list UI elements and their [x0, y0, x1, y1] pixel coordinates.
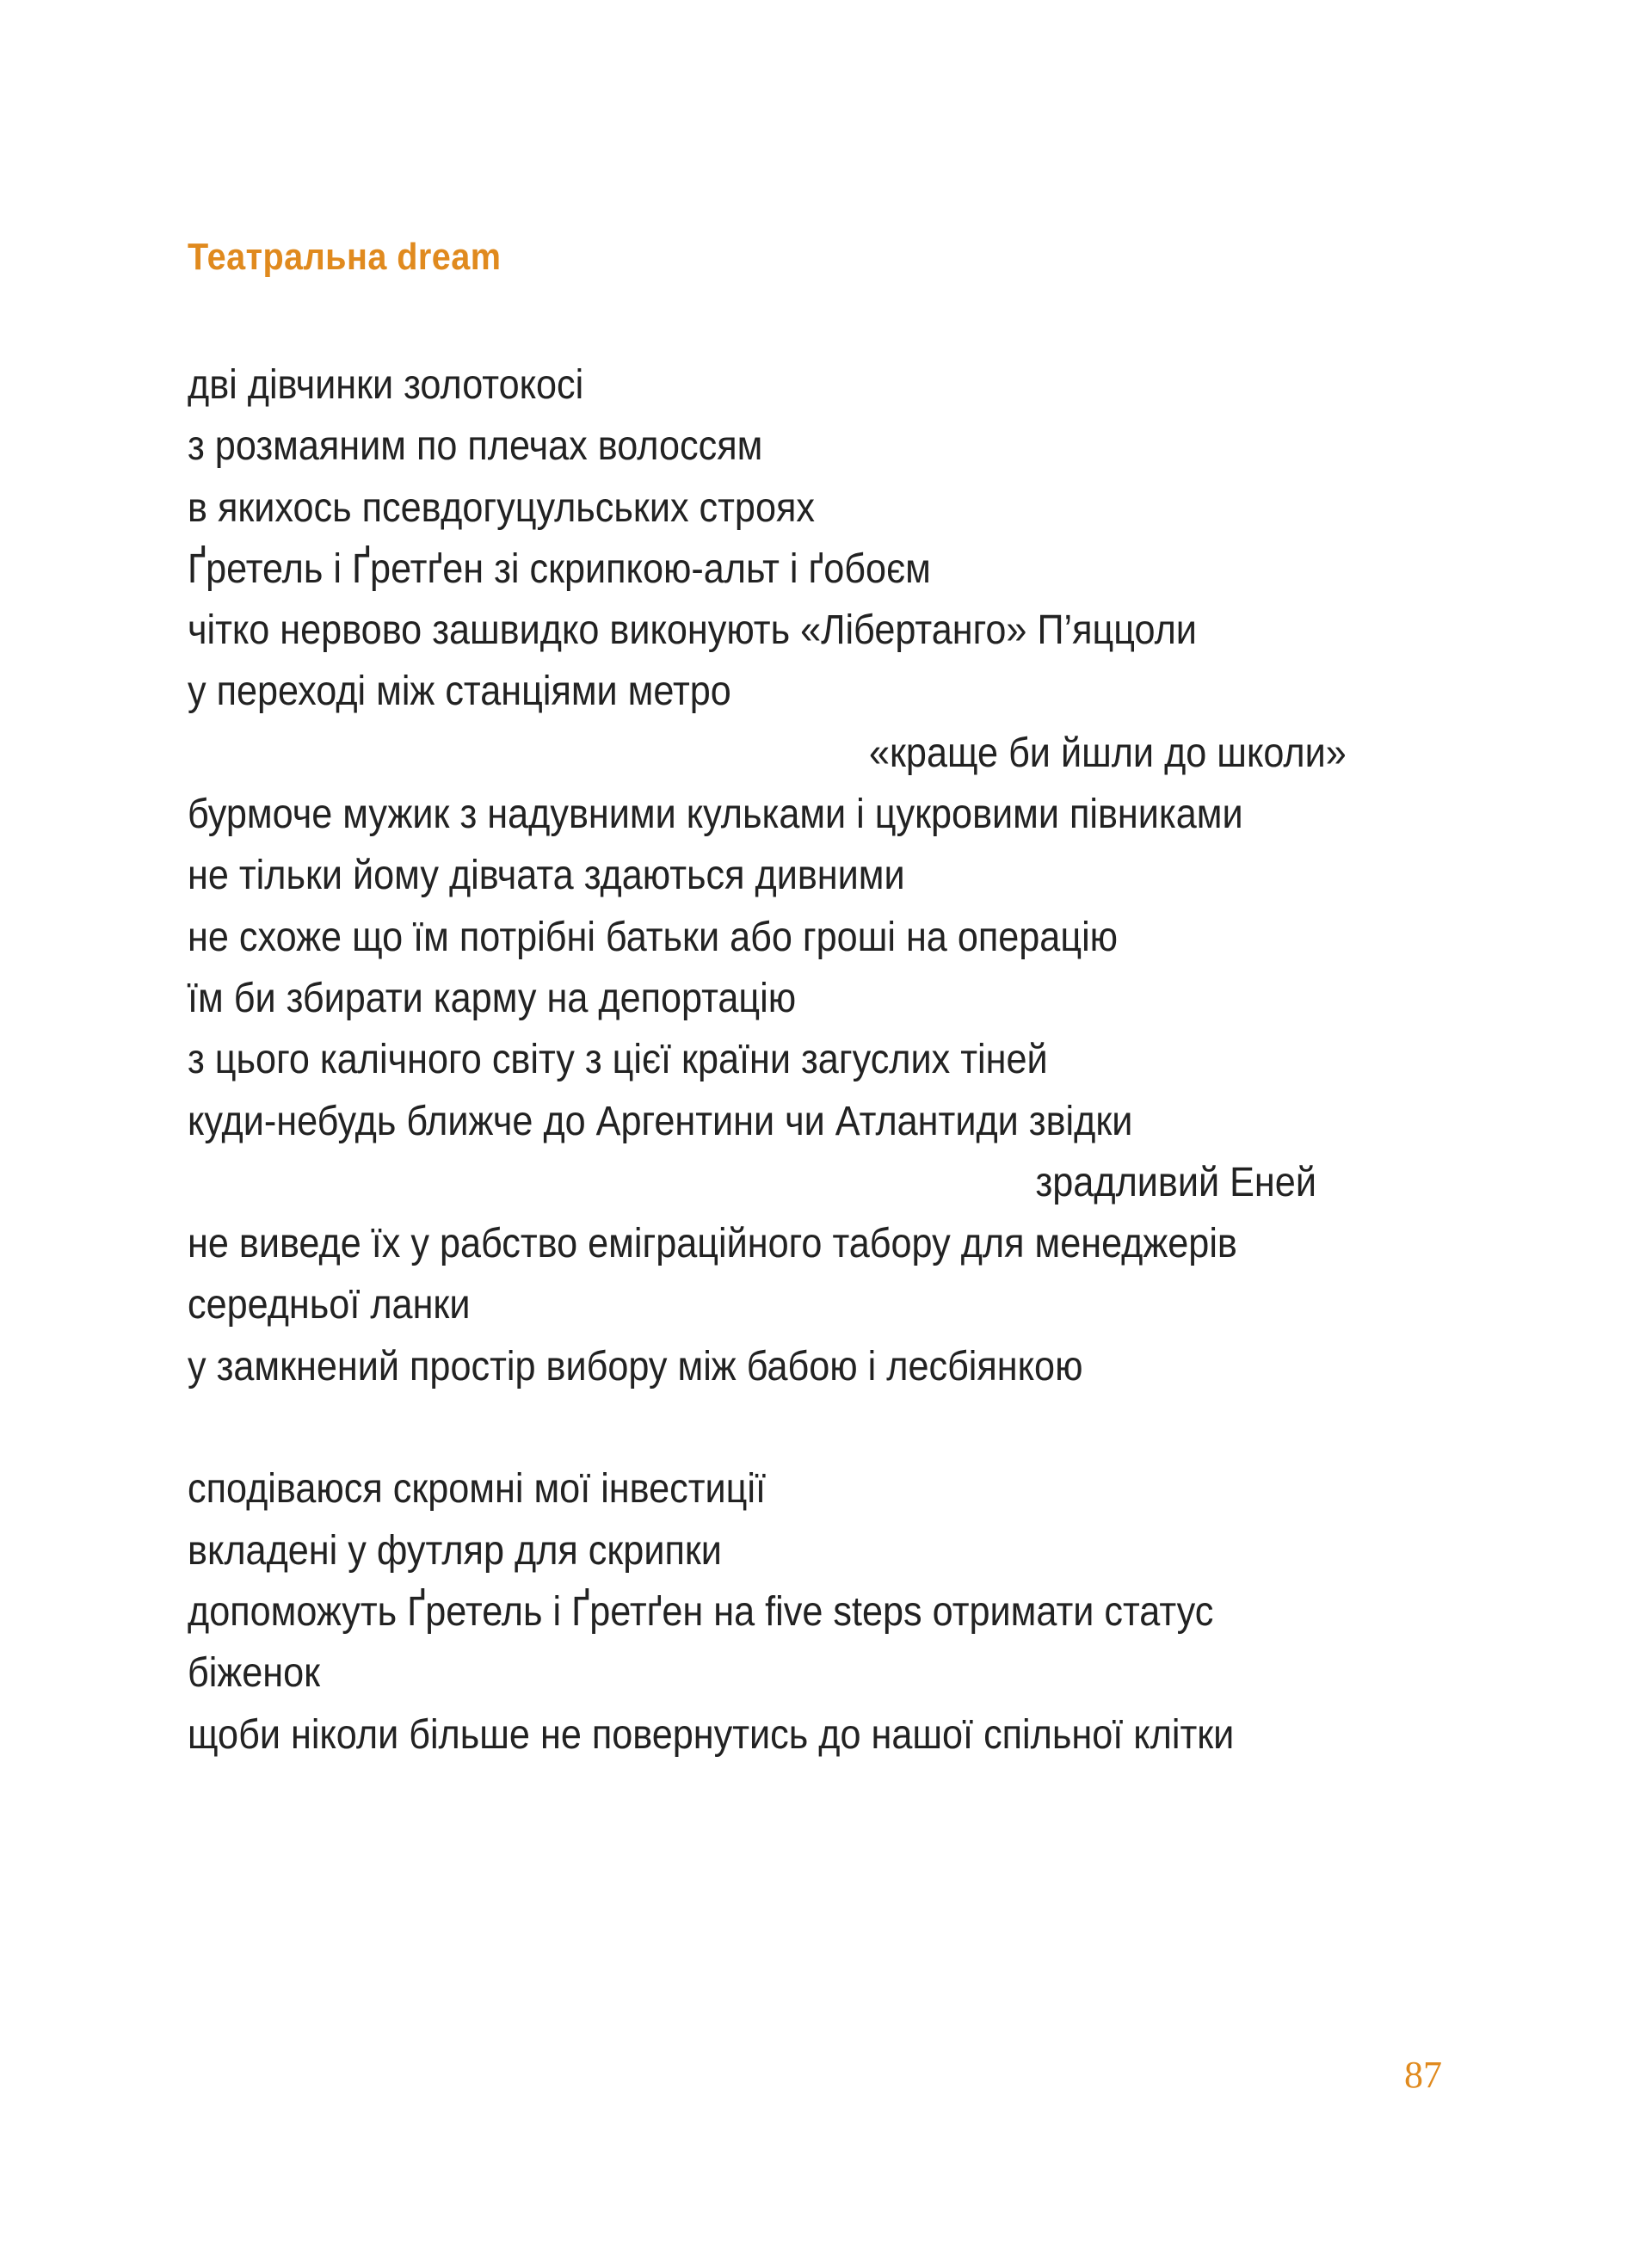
poem-line: Ґретель і Ґретґен зі скрипкою-альт і ґобоєм: [188, 545, 931, 592]
poem-line: не схоже що їм потрібні батьки або гроші на операцію: [188, 914, 1119, 960]
poem-title: Театральна dream: [188, 236, 502, 278]
poem-line: середньої ланки: [188, 1282, 471, 1328]
poem-line-indented: зрадливий Еней: [1035, 1159, 1316, 1205]
poem-line: не тільки йому дівчата здаються дивними: [188, 853, 905, 899]
poem-line-indented: «краще би йшли до школи»: [869, 730, 1347, 776]
poem-line: з розмаяним по плечах волоссям: [188, 423, 763, 470]
poem-line: вкладені у футляр для скрипки: [188, 1527, 722, 1574]
poem-line: їм би збирати карму на депортацію: [188, 975, 797, 1021]
poem-line: дві дівчинки золотокосі: [188, 362, 584, 408]
poem-line: щоби ніколи більше не повернутись до нашої спільної клітки: [188, 1711, 1235, 1758]
page-number: 87: [1404, 2054, 1442, 2096]
poem-line: з цього калічного світу з цієї країни загуслих тіней: [188, 1037, 1048, 1083]
poem-line: чітко нервово зашвидко виконують «Лібертанго» П’яццоли: [188, 607, 1197, 654]
poem-line: в якихось псевдогуцульських строях: [188, 484, 815, 531]
poem-line: бурмоче мужик з надувними кульками і цукровими півниками: [188, 792, 1243, 838]
poem-line: у замкнений простір вибору між бабою і лесбіянкою: [188, 1343, 1083, 1390]
stanza-break: [188, 1397, 1465, 1458]
poem-line: у переході між станціями метро: [188, 669, 731, 715]
poem-line: куди-небудь ближче до Аргентини чи Атлантиди звідки: [188, 1098, 1133, 1144]
poem-line: сподіваюся скромні мої інвестиції: [188, 1466, 767, 1513]
poem-line: біженок: [188, 1650, 321, 1697]
poem-line: допоможуть Ґретель і Ґретґен на five steps отримати статус: [188, 1588, 1214, 1635]
poem-line: не виведе їх у рабство еміграційного табору для менеджерів: [188, 1221, 1237, 1267]
poem-body: [188, 354, 1607, 1765]
